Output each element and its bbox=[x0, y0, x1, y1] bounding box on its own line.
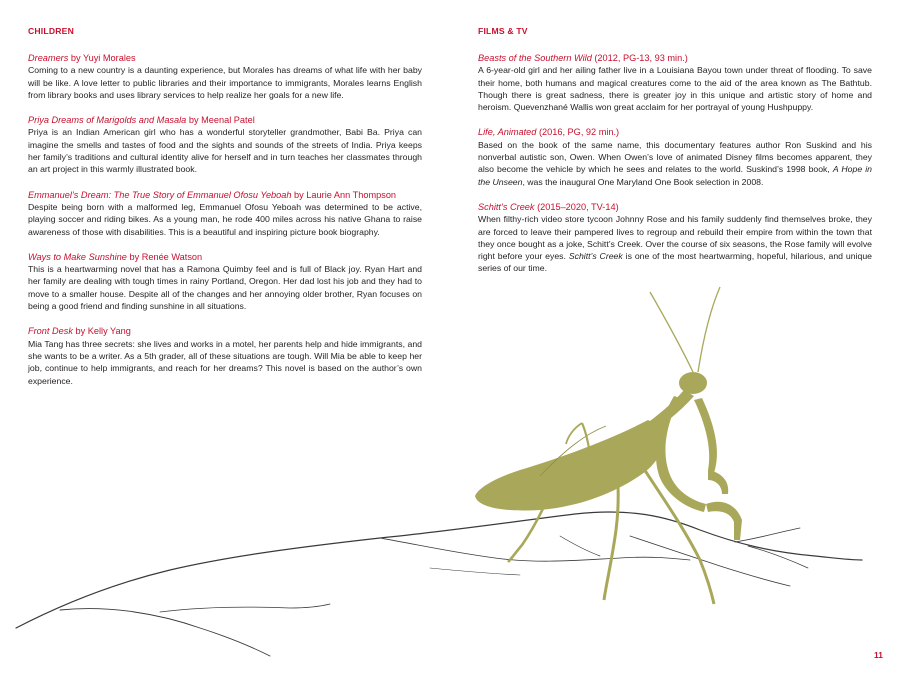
book-entry-emmanuel bbox=[28, 189, 422, 238]
book-title: Front Desk bbox=[28, 326, 73, 337]
films-column bbox=[478, 26, 872, 288]
film-description: A 6-year-old girl and her ailing father live in a Louisiana Bayou town under threat of flooding. To save their home, both humans and magical creatures come to the aid of the area known as The Bathtub. Though there is great sadness, there is greater joy in this unique and artistic story of home and heroism. Quevenzhané Wallis won great acclaim for her portrayal of young Hushpuppy. bbox=[478, 65, 872, 113]
book-title: Dreamers bbox=[28, 53, 69, 63]
book-title-line bbox=[28, 325, 422, 337]
film-description bbox=[478, 139, 872, 188]
book-title: Priya Dreams of Marigolds and Masala bbox=[28, 115, 187, 126]
film-title-line bbox=[478, 201, 872, 213]
film-description-part: , was the inaugural One Maryland One Book selection in 2008. bbox=[522, 176, 764, 187]
book-description: Coming to a new country is a daunting experience, but Morales has dreams of what life with her baby will be like. A love letter to public libraries and their importance to immigrants, Morales learns English from library books and uses library services to help realize her goals for a new life. bbox=[28, 65, 422, 100]
book-entry-front-desk bbox=[28, 325, 422, 386]
film-entry-schitts-creek bbox=[478, 201, 872, 275]
page-number: 11 bbox=[874, 650, 883, 660]
film-description-part: Based on the book of the same name, this documentary features author Ron Suskind and his nonverbal autistic son, Owen. When Owen’s love of animated Disney films becomes apparent, they also become the vehicle by which he sees and relates to the world. Suskind’s 1998 book, bbox=[478, 139, 872, 175]
book-author: by Meenal Patel bbox=[186, 115, 255, 126]
film-title: Schitt’s Creek bbox=[478, 201, 535, 212]
book-title-line bbox=[28, 114, 422, 126]
book-description: Despite being born with a malformed leg, Emmanuel Ofosu Yeboah was determined to be active, playing soccer and riding bikes. As a young man, he rode 400 miles across his native Ghana to raise awareness of those with disabilities. This is a beautiful and inspiring picture book biography. bbox=[28, 201, 422, 237]
book-title: Ways to Make Sunshine bbox=[28, 251, 127, 262]
book-title-line bbox=[28, 189, 422, 201]
film-entry-life-animated bbox=[478, 126, 872, 187]
film-info: (2015–2020, TV-14) bbox=[534, 201, 619, 212]
mantis bbox=[475, 287, 742, 604]
film-description-show-title: Schitt’s Creek bbox=[568, 251, 623, 262]
book-entry-sunshine bbox=[28, 251, 422, 312]
films-heading: FILMS & TV bbox=[478, 26, 528, 36]
book-author: by Laurie Ann Thompson bbox=[291, 189, 397, 200]
book-description: Mia Tang has three secrets: she lives and works in a motel, her parents help and hide immigrants, and she wants to be a writer. As a 5th grader, all of these situations are tough. Will Mia be able to keep her job, continue to help immigrants, and reach for her dreams? This novel is based on the author’s own experience. bbox=[28, 338, 422, 386]
film-description bbox=[478, 213, 872, 274]
book-author: by Renée Watson bbox=[126, 251, 203, 262]
film-description-book-title: A Hope in the Unseen bbox=[478, 164, 872, 187]
book-description: Priya is an Indian American girl who has a wonderful storyteller grandmother, Babi Ba. Priya can imagine the smells and tastes of food and the sights and sounds of the streets of India. Priya keeps her family’s traditions and cultural identity alive for herself and in turn teaches her classmates through an art project in this warmly illustrated book. bbox=[28, 127, 422, 175]
film-title-line bbox=[478, 126, 872, 138]
film-info: (2016, PG, 92 min.) bbox=[536, 127, 620, 138]
book-entry-dreamers bbox=[28, 52, 422, 101]
film-description-part: When filthy-rich video store tycoon Johnny Rose and his family suddenly find themselves broke, they are forced to leave their pampered lives to regroup and rebuild their empire from within the town that they once bought as a joke, Schitt’s Creek. Over the course of six seasons, the Rose family will evolve right before your eyes. bbox=[478, 214, 872, 262]
film-description-part: is one of the most heartwarming, hopeful, hilarious, and unique series of our time. bbox=[478, 251, 872, 274]
film-title: Beasts of the Southern Wild bbox=[478, 53, 592, 63]
book-title-line bbox=[28, 52, 422, 64]
book-entry-priya bbox=[28, 114, 422, 175]
children-heading: CHILDREN bbox=[28, 26, 74, 36]
film-entry-beasts bbox=[478, 52, 872, 113]
film-info: (2012, PG-13, 93 min.) bbox=[591, 53, 688, 63]
book-title: Emmanuel’s Dream: The True Story of Emmanuel Ofosu Yeboah bbox=[28, 189, 292, 200]
branch bbox=[16, 512, 862, 656]
book-description: This is a heartwarming novel that has a Ramona Quimby feel and is full of Black joy. Ryan Hart and her family are dealing with tough times in rainy Portland, Oregon. Her dad lost his job and they had to move to a smaller house. Despite all of the changes and her annoying older brother, Ryan focuses on being a good friend and finding sunshine in all situations. bbox=[28, 264, 422, 312]
book-author: by Yuyi Morales bbox=[68, 53, 136, 63]
film-title-line bbox=[478, 52, 872, 64]
book-author: by Kelly Yang bbox=[72, 326, 131, 337]
book-title-line bbox=[28, 251, 422, 263]
film-title: Life, Animated bbox=[478, 127, 537, 138]
children-column bbox=[28, 26, 422, 400]
